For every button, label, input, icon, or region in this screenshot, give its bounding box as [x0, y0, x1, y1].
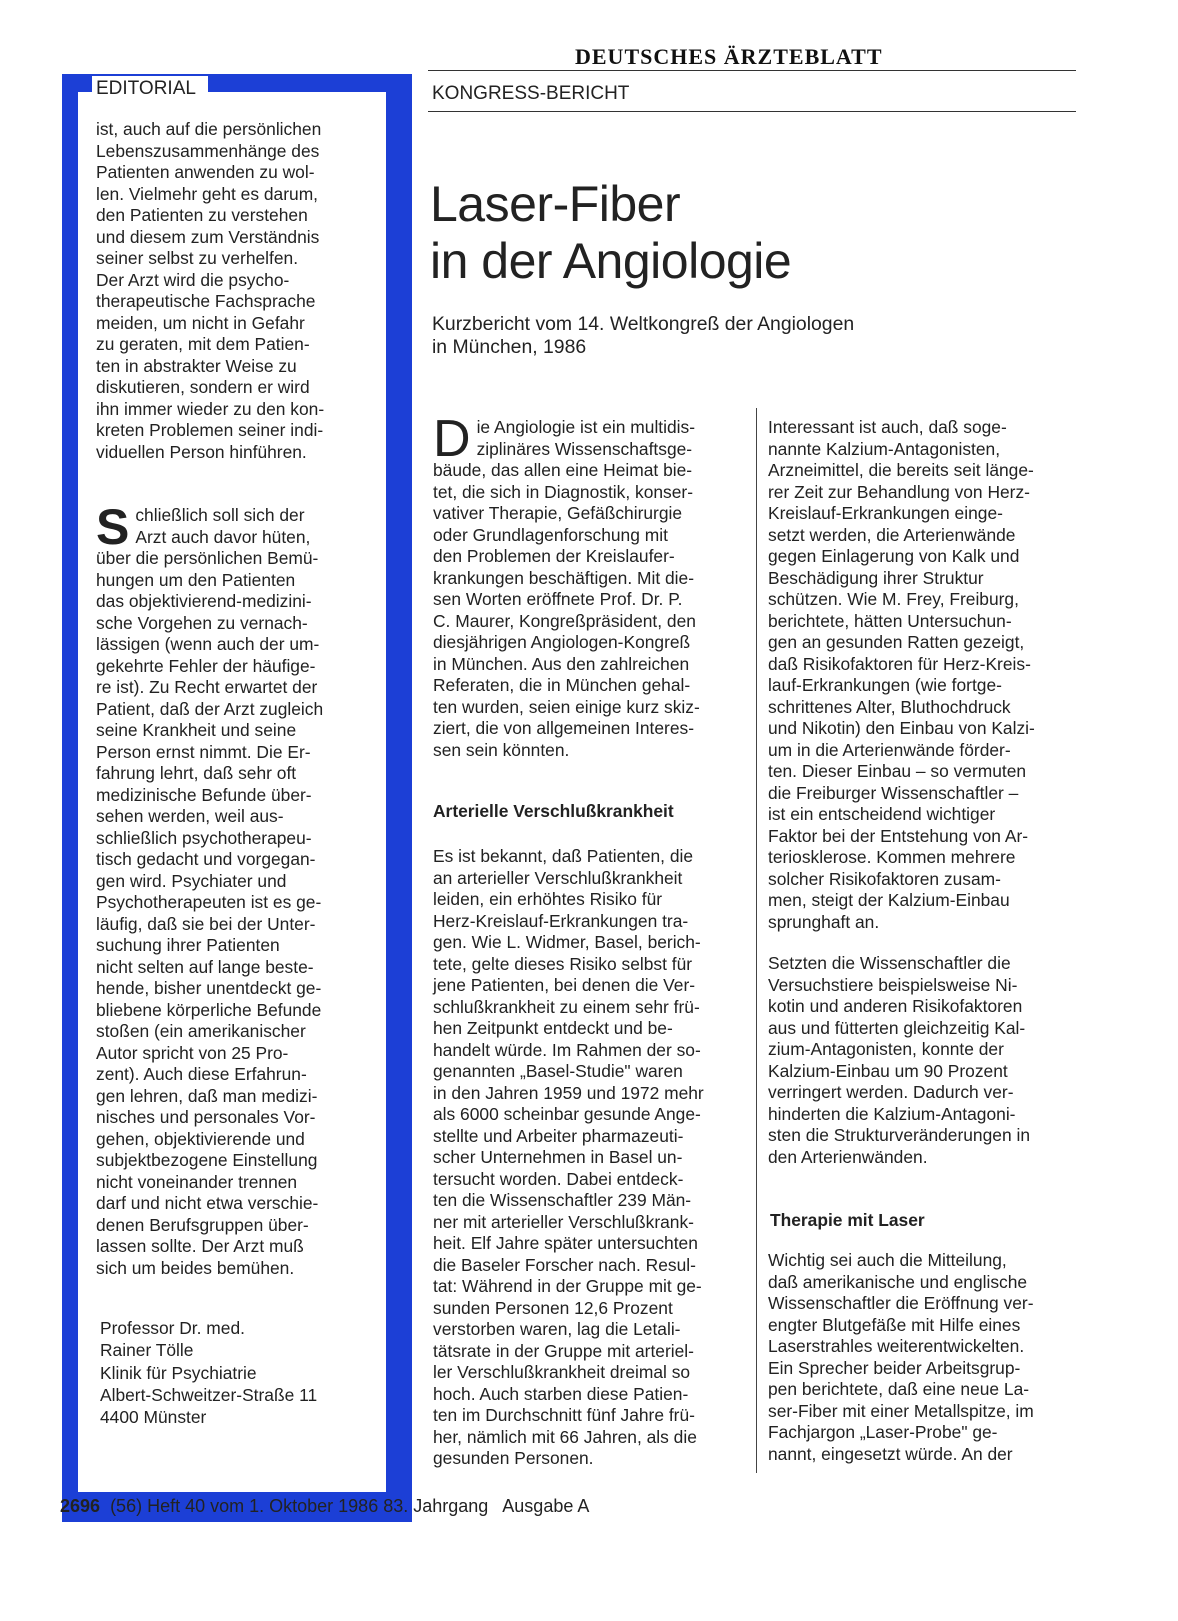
- text-line: oder Grundlagenforschung mit: [433, 524, 668, 545]
- title-line: Laser-Fiber: [430, 176, 681, 232]
- text-line: Kreislauf-Erkrankungen einge-: [768, 503, 1003, 523]
- text-line: ist ein entscheidend wichtiger: [768, 804, 996, 824]
- text-line: scher Unternehmen in Basel un-: [433, 1147, 683, 1167]
- text-line: sprunghaft an.: [768, 911, 880, 932]
- text-line: hende, bisher unentdeckt ge-: [96, 978, 322, 998]
- heading-therapie-laser: Therapie mit Laser: [770, 1210, 925, 1230]
- editorial-text-part2: [96, 499, 386, 1279]
- text-line: Referaten, die in München gehal-: [433, 675, 691, 695]
- text-line: krankungen beschäftigen. Mit die-: [433, 567, 695, 588]
- text-line: len. Vielmehr geht es darum,: [96, 183, 319, 204]
- text-line: Ein Sprecher beider Arbeitsgrup-: [768, 1357, 1021, 1378]
- title-line: in der Angiologie: [430, 233, 792, 289]
- text-line: setzt werden, die Arterienwände: [768, 524, 1016, 545]
- text-line: gesunden Personen.: [433, 1448, 594, 1468]
- text-line: Arzneimittel, die bereits seit länge-: [768, 460, 1034, 480]
- text-line: tete, gelte dieses Risiko selbst für: [433, 953, 693, 974]
- text-line: lauf-Erkrankungen (wie fortge-: [768, 675, 1002, 695]
- text-line: sche Vorgehen zu vernach-: [96, 612, 308, 633]
- text-line: den Patienten zu verstehen: [96, 205, 308, 225]
- text-line: gegen Einlagerung von Kalk und: [768, 546, 1020, 566]
- text-line: hen Zeitpunkt entdeckt und be-: [433, 1018, 673, 1038]
- text-line: diskutieren, sondern er wird: [96, 377, 310, 397]
- text-line: sehen werden, weil aus-: [96, 806, 284, 826]
- text-line: Faktor bei der Entstehung von Ar-: [768, 825, 1029, 846]
- text-line: ihn immer wieder zu den kon-: [96, 398, 325, 419]
- text-line: berichtete, hätten Untersuchun-: [768, 610, 1012, 631]
- editorial-author-block: [100, 1317, 390, 1428]
- text-line: seiner selbst zu verhelfen.: [96, 248, 299, 268]
- article-subtitle: [432, 313, 854, 359]
- text-line: Autor spricht von 25 Pro-: [96, 1042, 289, 1063]
- text-line: ten im Durchschnitt fünf Jahre frü-: [433, 1405, 695, 1425]
- text-line: hoch. Auch starben diese Patien-: [433, 1383, 689, 1404]
- text-line: re ist). Zu Recht erwartet der: [96, 677, 318, 697]
- text-line: ziert, die von allgemeinen Interes-: [433, 718, 694, 738]
- text-line: viduellen Person hinführen.: [96, 441, 307, 462]
- text-line: tersucht worden. Dabei entdeck-: [433, 1168, 684, 1189]
- text-line: gen lehren, daß man medizi-: [96, 1085, 318, 1106]
- section-label: KONGRESS-BERICHT: [432, 83, 630, 104]
- article-kalzium-paragraph: [768, 417, 1080, 933]
- text-line: ner mit arterieller Verschlußkrank-: [433, 1211, 694, 1232]
- text-line: Kalzium-Einbau um 90 Prozent: [768, 1060, 1008, 1081]
- text-line: men, steigt der Kalzium-Einbau: [768, 890, 1010, 910]
- text-line: Herz-Kreislauf-Erkrankungen tra-: [433, 910, 689, 931]
- text-line: schließlich psychotherapeu-: [96, 827, 312, 848]
- text-line: meiden, um nicht in Gefahr: [96, 312, 305, 333]
- text-line: an arterieller Verschlußkrankheit: [433, 867, 683, 888]
- editorial-dropcap: S: [96, 499, 130, 555]
- subtitle-line: Kurzbericht vom 14. Weltkongreß der Angiologen: [432, 313, 855, 335]
- author-line: Albert-Schweitzer-Straße 11: [100, 1384, 318, 1405]
- article-section-verschlusskrankheit: [433, 846, 745, 1470]
- text-line: gen. Wie L. Widmer, Basel, berich-: [433, 932, 701, 952]
- text-line: schützen. Wie M. Frey, Freiburg,: [768, 589, 1019, 609]
- text-line: die Baseler Forscher nach. Resul-: [433, 1254, 696, 1275]
- text-line: bäude, das allen eine Heimat bie-: [433, 460, 693, 480]
- text-line: sten die Strukturveränderungen in: [768, 1125, 1030, 1145]
- text-line: schrittenes Alter, Bluthochdruck: [768, 696, 1011, 717]
- text-line: nannt, eingesetzt würde. An der: [768, 1443, 1013, 1464]
- text-line: heit. Elf Jahre später untersuchten: [433, 1233, 698, 1253]
- text-line: ist, auch auf die persönlichen: [96, 119, 322, 139]
- text-line: subjektbezogene Einstellung: [96, 1150, 318, 1170]
- text-line: Versuchstiere beispielsweise Ni-: [768, 974, 1018, 995]
- text-line: C. Maurer, Kongreßpräsident, den: [433, 610, 696, 631]
- header-rule: [428, 70, 1076, 71]
- text-line: sich um beides bemühen.: [96, 1257, 295, 1278]
- text-line: sunden Personen 12,6 Prozent: [433, 1297, 673, 1318]
- page-footer: [60, 1496, 589, 1517]
- text-line: nisches und personales Vor-: [96, 1107, 316, 1127]
- text-line: tisch gedacht und vorgegan-: [96, 849, 316, 869]
- text-line: Person ernst nimmt. Die Er-: [96, 741, 311, 762]
- text-line: hinderten die Kalzium-Antagoni-: [768, 1103, 1016, 1124]
- heading-verschlusskrankheit: Arterielle Verschlußkrankheit: [433, 801, 674, 821]
- text-line: Psychotherapeuten ist es ge-: [96, 892, 322, 912]
- article-laser-paragraph: [768, 1250, 1080, 1465]
- text-line: aus und fütterten gleichzeitig Kal-: [768, 1017, 1026, 1038]
- text-line: in den Jahren 1959 und 1972 mehr: [433, 1082, 704, 1103]
- text-line: tätsrate in der Gruppe mit arteriel-: [433, 1340, 694, 1361]
- text-line: suchung ihrer Patienten: [96, 935, 280, 955]
- text-line: schlußkrankheit zu einem sehr frü-: [433, 996, 700, 1017]
- text-line: nicht voneinander trennen: [96, 1171, 298, 1192]
- text-line: daß Risikofaktoren für Herz-Kreis-: [768, 653, 1031, 674]
- text-line: den Arterienwänden.: [768, 1146, 928, 1167]
- text-line: Der Arzt wird die psycho-: [96, 269, 290, 290]
- text-line: und Nikotin) den Einbau von Kalzi-: [768, 718, 1035, 738]
- text-line: sen sein könnten.: [433, 739, 570, 760]
- text-line: nannte Kalzium-Antagonisten,: [768, 438, 1001, 459]
- text-line: darf und nicht etwa verschie-: [96, 1193, 319, 1213]
- text-line: das objektivierend-medizini-: [96, 591, 312, 611]
- text-line: tet, die sich in Diagnostik, konser-: [433, 481, 694, 502]
- page-number: 2696: [60, 1496, 101, 1516]
- text-line: Wichtig sei auch die Mitteilung,: [768, 1250, 1007, 1270]
- text-line: teriosklerose. Kommen mehrere: [768, 847, 1016, 867]
- text-line: pen berichtete, daß eine neue La-: [768, 1379, 1030, 1399]
- text-line: fahrung lehrt, daß sehr oft: [96, 763, 297, 783]
- text-line: genannten „Basel-Studie" waren: [433, 1061, 683, 1081]
- text-line: Patient, daß der Arzt zugleich: [96, 698, 324, 719]
- text-line: leiden, ein erhöhtes Risiko für: [433, 889, 663, 909]
- text-line: solcher Risikofaktoren zusam-: [768, 868, 1001, 889]
- text-line: ten die Wissenschaftler 239 Män-: [433, 1190, 692, 1210]
- text-line: stellte und Arbeiter pharmazeuti-: [433, 1125, 684, 1146]
- text-line: handelt würde. Im Rahmen der so-: [433, 1039, 701, 1060]
- text-line: verringert werden. Dadurch ver-: [768, 1082, 1014, 1102]
- text-line: gen an gesunden Ratten gezeigt,: [768, 632, 1025, 652]
- editorial-label: EDITORIAL: [92, 76, 208, 101]
- text-line: jene Patienten, bei denen die Ver-: [433, 975, 696, 995]
- article-dropcap: D: [433, 410, 471, 468]
- author-line: Rainer Tölle: [100, 1340, 194, 1361]
- editorial-side-strip: [396, 92, 412, 1492]
- text-line: Setzten die Wissenschaftler die: [768, 953, 1011, 973]
- text-line: ler Verschlußkrankheit dreimal so: [433, 1362, 691, 1382]
- text-line: rer Zeit zur Behandlung von Herz-: [768, 481, 1030, 502]
- editorial-text-part1: [96, 119, 386, 463]
- text-line: zu geraten, mit dem Patien-: [96, 334, 310, 354]
- author-line: Klinik für Psychiatrie: [100, 1362, 257, 1383]
- text-line: über die persönlichen Bemü-: [96, 548, 319, 568]
- text-line: engter Blutgefäße mit Hilfe eines: [768, 1314, 1021, 1335]
- article-title: [430, 176, 791, 290]
- author-line: Professor Dr. med.: [100, 1318, 245, 1338]
- text-line: tat: Während in der Gruppe mit ge-: [433, 1276, 702, 1296]
- text-line: nicht selten auf lange beste-: [96, 956, 314, 977]
- text-line: und diesem zum Verständnis: [96, 226, 320, 247]
- text-line: zium-Antagonisten, konnte der: [768, 1039, 1004, 1059]
- text-line: gen wird. Psychiater und: [96, 870, 287, 891]
- text-line: läufig, daß sie bei der Unter-: [96, 913, 316, 934]
- text-line: Wissenschaftler die Eröffnung ver-: [768, 1293, 1034, 1313]
- column-divider: [756, 408, 757, 1473]
- text-line: Beschädigung ihrer Struktur: [768, 567, 984, 588]
- subtitle-line: in München, 1986: [432, 336, 587, 358]
- text-line: Interessant ist auch, daß soge-: [768, 417, 1007, 437]
- text-line: daß amerikanische und englische: [768, 1271, 1028, 1292]
- text-line: hungen um den Patienten: [96, 569, 296, 590]
- text-line: den Problemen der Kreislaufer-: [433, 546, 675, 566]
- text-line: vativer Therapie, Gefäßchirurgie: [433, 503, 683, 523]
- text-line: ten. Dieser Einbau – so vermuten: [768, 761, 1027, 781]
- text-line: diesjährigen Angiologen-Kongreß: [433, 632, 691, 652]
- journal-name: DEUTSCHES ÄRZTEBLATT: [575, 44, 883, 69]
- text-line: gehen, objektivierende und: [96, 1128, 305, 1149]
- text-line: Es ist bekannt, daß Patienten, die: [433, 846, 694, 866]
- text-line: medizinische Befunde über-: [96, 784, 312, 805]
- author-line: 4400 Münster: [100, 1407, 207, 1428]
- text-line: lassen sollte. Der Arzt muß: [96, 1236, 304, 1256]
- text-line: Laserstrahles weiterentwickelten.: [768, 1336, 1025, 1356]
- text-line: therapeutische Fachsprache: [96, 291, 316, 311]
- text-line: als 6000 scheinbar gesunde Ange-: [433, 1104, 701, 1124]
- text-line: zent). Auch diese Erfahrun-: [96, 1064, 307, 1084]
- article-intro: [433, 410, 745, 761]
- article-versuchstiere-paragraph: [768, 953, 1080, 1168]
- text-line: die Freiburger Wissenschaftler –: [768, 782, 1019, 803]
- text-line: Arzt auch davor hüten,: [135, 526, 311, 547]
- text-line: sen Worten eröffnete Prof. Dr. P.: [433, 589, 683, 609]
- text-line: chließlich soll sich der: [135, 505, 305, 525]
- text-line: verstorben waren, lag die Letali-: [433, 1319, 681, 1339]
- text-line: ziplinäres Wissenschaftsge-: [476, 438, 693, 459]
- text-line: in München. Aus den zahlreichen: [433, 653, 690, 674]
- text-line: stoßen (ein amerikanischer: [96, 1021, 306, 1041]
- text-line: kotin und anderen Risikofaktoren: [768, 996, 1023, 1016]
- text-line: Patienten anwenden zu wol-: [96, 162, 315, 182]
- text-line: Fachjargon „Laser-Probe" ge-: [768, 1422, 998, 1442]
- issue-info: (56) Heft 40 vom 1. Oktober 1986 83. Jahrgang Ausgabe A: [110, 1496, 590, 1516]
- text-line: gekehrte Fehler der häufige-: [96, 655, 316, 676]
- text-line: kreten Problemen seiner indi-: [96, 420, 324, 440]
- text-line: ten in abstrakter Weise zu: [96, 355, 297, 376]
- text-line: seine Krankheit und seine: [96, 720, 297, 740]
- text-line: um in die Arterienwände förder-: [768, 739, 1011, 760]
- text-line: ie Angiologie ist ein multidis-: [476, 417, 696, 437]
- text-line: ten wurden, seien einige kurz skiz-: [433, 696, 700, 717]
- text-line: denen Berufsgruppen über-: [96, 1214, 309, 1235]
- text-line: lässigen (wenn auch der um-: [96, 634, 320, 654]
- text-line: her, nämlich mit 66 Jahren, als die: [433, 1426, 697, 1447]
- text-line: Lebenszusammenhänge des: [96, 140, 320, 161]
- text-line: ser-Fiber mit einer Metallspitze, im: [768, 1400, 1034, 1421]
- text-line: bliebene körperliche Befunde: [96, 999, 322, 1020]
- section-rule: [428, 111, 1076, 112]
